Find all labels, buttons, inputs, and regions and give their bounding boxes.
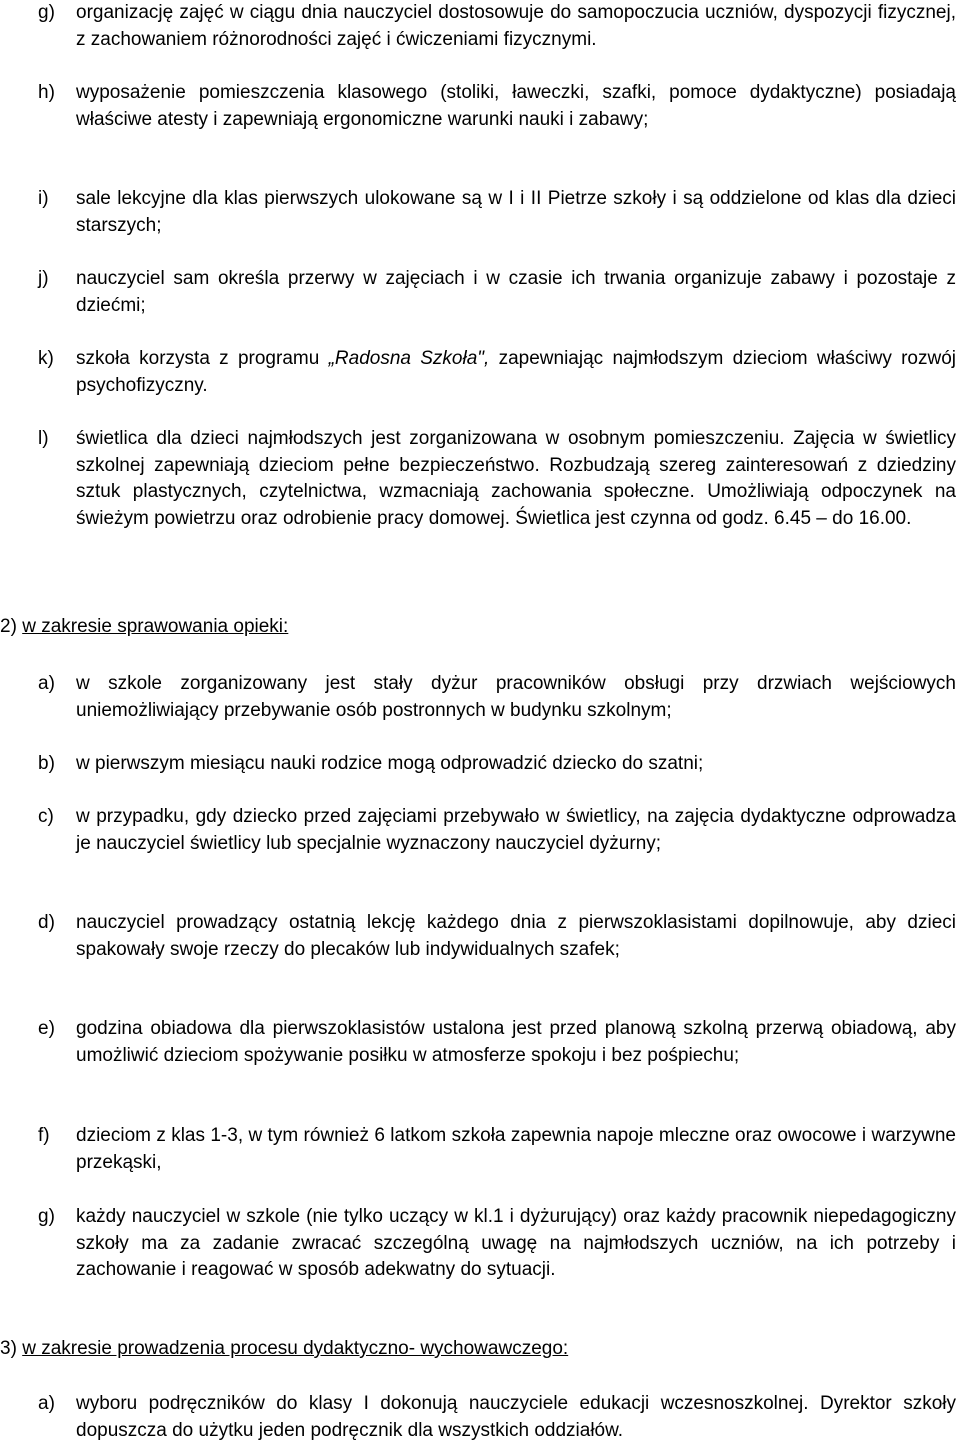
section-heading-3 xyxy=(0,1336,900,1363)
list-item-text: godzina obiadowa dla pierwszoklasistów ustalona jest przed planową szkolną przerwą obiadową, aby umożliwić dzieciom spożywanie posiłku w atmosferze spokoju i bez pośpiechu; xyxy=(76,1018,956,1066)
list-item-text: każdy nauczyciel w szkole (nie tylko uczący w kl.1 i dyżurujący) oraz każdy pracownik niepedagogiczny szkoły ma za zadanie zwracać szczególną uwagę na najmłodszych uczniów, na ich potrzeby i zachowanie i reagować w sposób adekwatny do sytuacji. xyxy=(76,1206,956,1281)
list-item-text: wyposażenie pomieszczenia klasowego (stoliki, ławeczki, szafki, pomoce dydaktyczne) posiadają właściwe atesty i zapewniają ergonomiczne warunki nauki i zabawy; xyxy=(76,82,956,130)
list-item-text: świetlica dla dzieci najmłodszych jest zorganizowana w osobnym pomieszczeniu. Zajęcia w świetlicy szkolnej zapewniają dzieciom pełne bezpieczeństwo. Rozbudzają szereg zainteresowań z dziedziny sztuk plastycznych, czytelnictwa, wzmacniają zachowania społeczne. Umożliwiają odpoczynek na świeżym powietrzu oraz odrobienie pracy domowej. Świetlica jest czynna od godz. 6.45 – do 16.00. xyxy=(76,428,956,529)
list-item-text: w pierwszym miesiącu nauki rodzice mogą odprowadzić dziecko do szatni; xyxy=(76,753,704,774)
list-item-k xyxy=(38,346,956,399)
section-number: 2) xyxy=(0,616,17,637)
list-item-text: dzieciom z klas 1-3, w tym również 6 latkom szkoła zapewnia napoje mleczne oraz owocowe i warzywne przekąski, xyxy=(76,1125,956,1173)
list-item-e xyxy=(38,1016,956,1069)
list-marker: e) xyxy=(38,1018,55,1039)
list-item-f xyxy=(38,1123,956,1176)
section-title: w zakresie prowadzenia procesu dydaktyczno- wychowawczego: xyxy=(22,1338,569,1359)
list-marker: a) xyxy=(38,673,55,694)
list-item-d xyxy=(38,910,956,963)
list-item-text xyxy=(76,346,956,399)
list-item-h xyxy=(38,80,956,133)
list-marker: a) xyxy=(38,1393,55,1414)
list-marker: b) xyxy=(38,753,55,774)
list-item-text: w szkole zorganizowany jest stały dyżur pracowników obsługi przy drzwiach wejściowych uniemożliwiający przebywanie osób postronnych w budynku szkolnym; xyxy=(76,673,956,721)
list-marker: f) xyxy=(38,1125,50,1146)
text-segment: szkoła korzysta z programu xyxy=(76,348,329,369)
list-marker: k) xyxy=(38,348,54,369)
text-segment: zapewniając najmłodszym dzieciom właściwy rozwój psychofizyczny. xyxy=(76,348,957,396)
program-name: „Radosna Szkoła", xyxy=(328,348,490,369)
list-item-c xyxy=(38,804,956,857)
list-item-text: wyboru podręczników do klasy I dokonują nauczyciele edukacji wczesnoszkolnej. Dyrektor szkoły dopuszcza do użytku jeden podręcznik dla wszystkich oddziałów. xyxy=(76,1393,956,1441)
section-number: 3) xyxy=(0,1338,17,1359)
list-item-text: organizację zajęć w ciągu dnia nauczyciel dostosowuje do samopoczucia uczniów, dyspozycji fizycznej, z zachowaniem różnorodności zajęć i ćwiczeniami fizycznymi. xyxy=(76,2,956,50)
list-item-j xyxy=(38,266,956,319)
list-marker: l) xyxy=(38,428,49,449)
section-heading-2 xyxy=(0,614,900,641)
section-title: w zakresie sprawowania opieki: xyxy=(22,616,289,637)
list-item-g2 xyxy=(38,1204,956,1284)
list-item-text: w przypadku, gdy dziecko przed zajęciami przebywało w świetlicy, na zajęcia dydaktyczne odprowadza je nauczyciel świetlicy lub specjalnie wyznaczony nauczyciel dyżurny; xyxy=(76,806,956,854)
list-marker: c) xyxy=(38,806,54,827)
list-item-text: nauczyciel sam określa przerwy w zajęciach i w czasie ich trwania organizuje zabawy i pozostaje z dziećmi; xyxy=(76,268,956,316)
list-item-text: nauczyciel prowadzący ostatnią lekcję każdego dnia z pierwszoklasistami dopilnowuje, aby dzieci spakowały swoje rzeczy do plecaków lub indywidualnych szafek; xyxy=(76,912,956,960)
list-item-a xyxy=(38,671,956,724)
list-item-b xyxy=(38,751,956,778)
list-marker: i) xyxy=(38,188,49,209)
list-item-a3 xyxy=(38,1391,956,1444)
list-item-g xyxy=(38,0,956,53)
list-item-text: sale lekcyjne dla klas pierwszych ulokowane są w I i II Pietrze szkoły i są oddzielone od klas dla dzieci starszych; xyxy=(76,188,956,236)
list-marker: h) xyxy=(38,82,55,103)
list-item-i xyxy=(38,186,956,239)
list-marker: j) xyxy=(38,268,49,289)
list-item-l xyxy=(38,426,956,532)
list-marker: d) xyxy=(38,912,55,933)
list-marker: g) xyxy=(38,2,55,23)
list-marker: g) xyxy=(38,1206,55,1227)
